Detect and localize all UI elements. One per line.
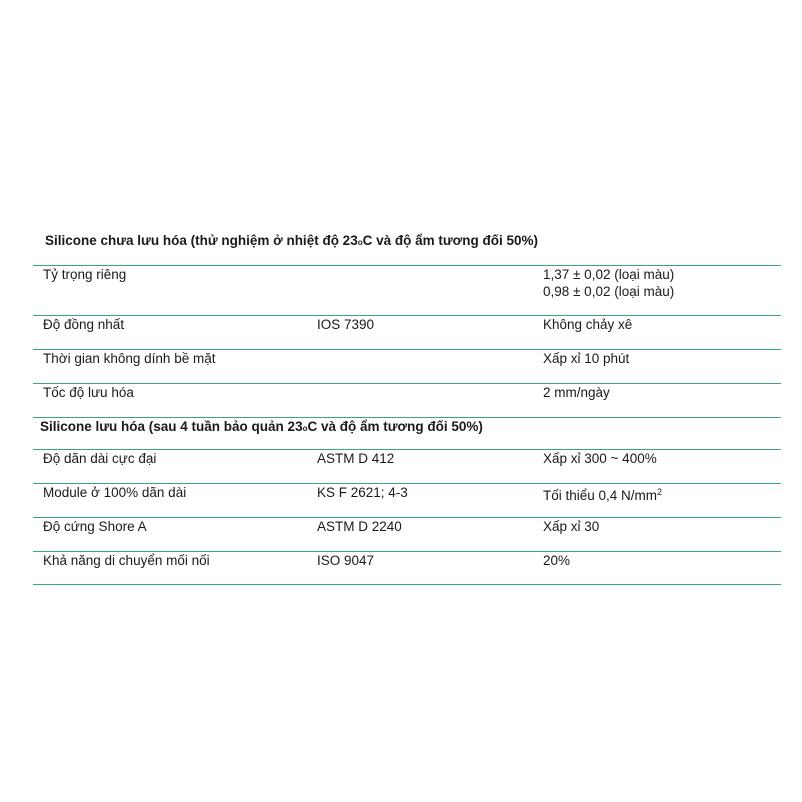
unit-superscript: 2 [657, 487, 663, 497]
property-value: Tối thiểu 0,4 $N/mm^2$ [543, 487, 663, 503]
property-value-secondary: 0,98 ± 0,02 (loại màu) [543, 284, 675, 299]
property-label: Module ở 100% dãn dài [43, 485, 187, 500]
property-label: Độ đồng nhất [43, 317, 125, 332]
property-value: 20% [543, 553, 571, 568]
property-value: Xấp xỉ 30 [543, 519, 600, 534]
property-label: Độ cứng Shore A [43, 519, 147, 534]
divider [33, 383, 781, 384]
test-method: ASTM D 412 [317, 451, 395, 466]
divider [33, 315, 781, 316]
property-label: Thời gian không dính bề mặt [43, 351, 216, 366]
property-label: Độ dãn dài cực đại [43, 451, 157, 466]
test-method: ASTM D 2240 [317, 519, 402, 534]
divider [33, 584, 781, 585]
property-label: Khả năng di chuyển mối nối [43, 553, 210, 568]
property-value: 2 mm/ngày [543, 385, 610, 400]
property-label: Tốc độ lưu hóa [43, 385, 134, 400]
test-method: IOS 7390 [317, 317, 375, 332]
property-value: Xấp xỉ 300 ~ 400% [543, 451, 657, 466]
property-label: Tỷ trọng riêng [43, 267, 127, 282]
property-value: 1,37 ± 0,02 (loại màu) [543, 267, 675, 282]
test-method: KS F 2621; 4-3 [317, 485, 408, 500]
divider [33, 417, 781, 418]
property-value: Xấp xỉ 10 phút [543, 351, 630, 366]
property-value: Không chảy xê [543, 317, 633, 332]
test-method: ISO 9047 [317, 553, 375, 568]
section-title-uncured: Silicone chưa lưu hóa (thử nghiệm ở nhiệt độ 23oC và độ ẩm tương đối 50%) [45, 233, 538, 248]
section-title-cured: Silicone lưu hóa (sau 4 tuần bảo quản 23oC và độ ẩm tương đối 50%) [40, 419, 483, 434]
